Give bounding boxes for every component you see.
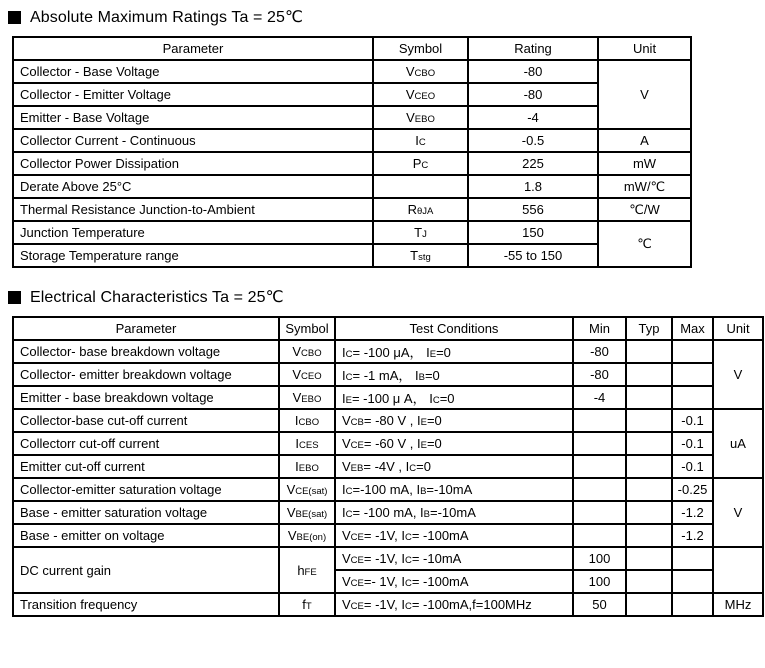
cell-test-conditions: VCE= -1V, IC= -10mA xyxy=(335,547,573,570)
cell-unit: mW xyxy=(598,152,691,175)
cell-min xyxy=(573,501,626,524)
cell-max: -1.2 xyxy=(672,524,713,547)
cell-parameter: Collector Current - Continuous xyxy=(13,129,373,152)
cell-symbol: VEBO xyxy=(373,106,468,129)
cell-rating: 150 xyxy=(468,221,598,244)
table-header-row xyxy=(13,37,691,60)
table-row xyxy=(13,198,691,221)
cell-test-conditions: VCB= -80 V , IE=0 xyxy=(335,409,573,432)
electrical-characteristics-table xyxy=(12,316,764,617)
cell-unit: ℃ xyxy=(598,221,691,267)
cell-max xyxy=(672,340,713,363)
cell-symbol: VEBO xyxy=(279,386,335,409)
cell-symbol: VCEO xyxy=(373,83,468,106)
cell-parameter: Collectorr cut-off current xyxy=(13,432,279,455)
table-row xyxy=(13,340,763,363)
table-row xyxy=(13,547,763,570)
table-row xyxy=(13,501,763,524)
section-title-text: Electrical Characteristics Ta = 25℃ xyxy=(30,289,284,306)
table-row xyxy=(13,244,691,267)
cell-unit: V xyxy=(598,60,691,129)
cell-parameter: Collector-emitter saturation voltage xyxy=(13,478,279,501)
table-row xyxy=(13,363,763,386)
table-header-row xyxy=(13,317,763,340)
table-row xyxy=(13,221,691,244)
cell-min: 100 xyxy=(573,570,626,593)
absolute-maximum-ratings-table xyxy=(12,36,692,268)
cell-min xyxy=(573,432,626,455)
cell-rating: -0.5 xyxy=(468,129,598,152)
col-header-test-conditions: Test Conditions xyxy=(335,317,573,340)
cell-typ xyxy=(626,593,672,616)
col-header-unit: Unit xyxy=(598,37,691,60)
cell-max xyxy=(672,386,713,409)
cell-parameter: Collector - Base Voltage xyxy=(13,60,373,83)
cell-parameter: Storage Temperature range xyxy=(13,244,373,267)
cell-rating: -80 xyxy=(468,60,598,83)
cell-typ xyxy=(626,386,672,409)
cell-max xyxy=(672,570,713,593)
cell-typ xyxy=(626,478,672,501)
cell-min: -4 xyxy=(573,386,626,409)
cell-test-conditions: IC= -100 μA， IE=0 xyxy=(335,340,573,363)
cell-rating: 556 xyxy=(468,198,598,221)
cell-test-conditions: IC= -100 mA, IB=-10mA xyxy=(335,501,573,524)
cell-symbol: ICBO xyxy=(279,409,335,432)
col-header-parameter: Parameter xyxy=(13,317,279,340)
cell-typ xyxy=(626,409,672,432)
cell-symbol: IEBO xyxy=(279,455,335,478)
table-row xyxy=(13,593,763,616)
cell-typ xyxy=(626,501,672,524)
cell-min xyxy=(573,409,626,432)
cell-symbol: VCEO xyxy=(279,363,335,386)
table-row xyxy=(13,60,691,83)
cell-unit: mW/℃ xyxy=(598,175,691,198)
cell-symbol: ICES xyxy=(279,432,335,455)
cell-typ xyxy=(626,455,672,478)
cell-max xyxy=(672,363,713,386)
table-row xyxy=(13,524,763,547)
col-header-symbol: Symbol xyxy=(373,37,468,60)
col-header-max: Max xyxy=(672,317,713,340)
cell-typ xyxy=(626,547,672,570)
cell-parameter: Collector- base breakdown voltage xyxy=(13,340,279,363)
cell-typ xyxy=(626,340,672,363)
cell-parameter: Emitter cut-off current xyxy=(13,455,279,478)
section-title-text: Absolute Maximum Ratings Ta = 25℃ xyxy=(30,9,304,26)
cell-parameter: Collector - Emitter Voltage xyxy=(13,83,373,106)
cell-parameter: Derate Above 25°C xyxy=(13,175,373,198)
cell-parameter: Base - emitter saturation voltage xyxy=(13,501,279,524)
cell-rating: 1.8 xyxy=(468,175,598,198)
cell-typ xyxy=(626,524,672,547)
cell-unit: MHz xyxy=(713,593,763,616)
col-header-symbol: Symbol xyxy=(279,317,335,340)
cell-symbol: fT xyxy=(279,593,335,616)
cell-test-conditions: IC= -1 mA， IB=0 xyxy=(335,363,573,386)
cell-min: 100 xyxy=(573,547,626,570)
table-row xyxy=(13,455,763,478)
section-title-electrical-characteristics xyxy=(8,287,765,307)
cell-max xyxy=(672,593,713,616)
cell-symbol: TJ xyxy=(373,221,468,244)
cell-min: 50 xyxy=(573,593,626,616)
cell-parameter: DC current gain xyxy=(13,547,279,593)
cell-parameter: Collector Power Dissipation xyxy=(13,152,373,175)
cell-test-conditions: VCE= -60 V , IE=0 xyxy=(335,432,573,455)
col-header-min: Min xyxy=(573,317,626,340)
square-bullet-icon xyxy=(8,291,21,304)
cell-max xyxy=(672,547,713,570)
datasheet-page xyxy=(0,7,765,668)
table-row xyxy=(13,432,763,455)
cell-unit: ℃/W xyxy=(598,198,691,221)
col-header-parameter: Parameter xyxy=(13,37,373,60)
cell-max: -0.1 xyxy=(672,432,713,455)
cell-typ xyxy=(626,432,672,455)
col-header-typ: Typ xyxy=(626,317,672,340)
cell-unit: V xyxy=(713,340,763,409)
cell-min xyxy=(573,478,626,501)
cell-rating: -4 xyxy=(468,106,598,129)
cell-rating: -80 xyxy=(468,83,598,106)
cell-symbol: VBE(sat) xyxy=(279,501,335,524)
cell-max: -1.2 xyxy=(672,501,713,524)
col-header-unit: Unit xyxy=(713,317,763,340)
cell-min xyxy=(573,524,626,547)
cell-symbol: VCBO xyxy=(373,60,468,83)
cell-max: -0.1 xyxy=(672,409,713,432)
cell-unit: V xyxy=(713,478,763,547)
cell-parameter: Transition frequency xyxy=(13,593,279,616)
cell-parameter: Base - emitter on voltage xyxy=(13,524,279,547)
cell-unit: A xyxy=(598,129,691,152)
cell-min xyxy=(573,455,626,478)
cell-test-conditions: VEB= -4V , IC=0 xyxy=(335,455,573,478)
cell-test-conditions: IC=-100 mA, IB=-10mA xyxy=(335,478,573,501)
table-row xyxy=(13,106,691,129)
cell-symbol: VCE(sat) xyxy=(279,478,335,501)
cell-rating: -55 to 150 xyxy=(468,244,598,267)
table-row xyxy=(13,478,763,501)
table-row xyxy=(13,175,691,198)
table-row xyxy=(13,129,691,152)
cell-max: -0.25 xyxy=(672,478,713,501)
cell-symbol: IC xyxy=(373,129,468,152)
cell-symbol: hFE xyxy=(279,547,335,593)
cell-unit xyxy=(713,547,763,593)
cell-min: -80 xyxy=(573,340,626,363)
cell-min: -80 xyxy=(573,363,626,386)
cell-symbol xyxy=(373,175,468,198)
cell-parameter: Emitter - Base Voltage xyxy=(13,106,373,129)
cell-parameter: Collector-base cut-off current xyxy=(13,409,279,432)
cell-test-conditions: IE= -100 μ A， IC=0 xyxy=(335,386,573,409)
cell-symbol: RθJA xyxy=(373,198,468,221)
cell-typ xyxy=(626,363,672,386)
cell-parameter: Collector- emitter breakdown voltage xyxy=(13,363,279,386)
table-row xyxy=(13,386,763,409)
table-row xyxy=(13,409,763,432)
cell-unit: uA xyxy=(713,409,763,478)
cell-symbol: VCBO xyxy=(279,340,335,363)
cell-parameter: Thermal Resistance Junction-to-Ambient xyxy=(13,198,373,221)
cell-parameter: Emitter - base breakdown voltage xyxy=(13,386,279,409)
table-row xyxy=(13,83,691,106)
cell-symbol: PC xyxy=(373,152,468,175)
table-row xyxy=(13,152,691,175)
cell-parameter: Junction Temperature xyxy=(13,221,373,244)
square-bullet-icon xyxy=(8,11,21,24)
cell-test-conditions: VCE= -1V, IC= -100mA xyxy=(335,524,573,547)
col-header-rating: Rating xyxy=(468,37,598,60)
cell-max: -0.1 xyxy=(672,455,713,478)
cell-rating: 225 xyxy=(468,152,598,175)
cell-test-conditions: VCE=- 1V, IC= -100mA xyxy=(335,570,573,593)
cell-test-conditions: VCE= -1V, IC= -100mA,f=100MHz xyxy=(335,593,573,616)
cell-typ xyxy=(626,570,672,593)
cell-symbol: Tstg xyxy=(373,244,468,267)
section-title-absolute-maximum-ratings xyxy=(8,7,765,27)
cell-symbol: VBE(on) xyxy=(279,524,335,547)
